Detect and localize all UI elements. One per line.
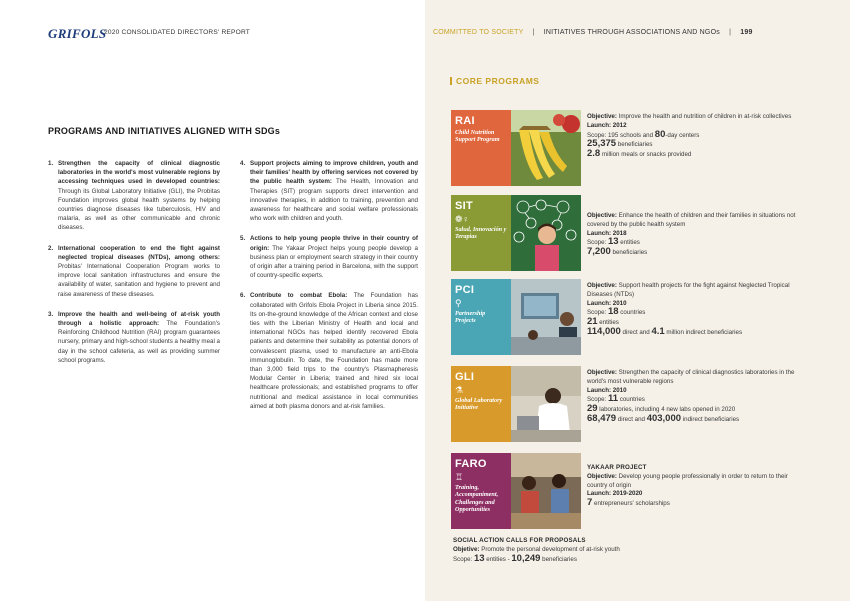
sdg-item-1 <box>48 159 220 233</box>
item-title: International cooperation to end the fight against neglected tropical diseases (NTDs), among others: <box>58 244 220 261</box>
program-code: FARO <box>455 458 487 470</box>
program-details-faro: YAKAAR PROJECT Objective: Develop young people professionally in order to return to their country of origin Launch: 2019-2020 7 entrepreneurs' scholarships <box>587 464 807 509</box>
sdg-item-5 <box>240 234 418 280</box>
item-text: The Health, Innovation and Therapies (SIT) program supports direct intervention and innovative therapies, in addition to training, prevention and awareness for healthcare and social welfare professionals who work with children and youth. <box>250 178 418 223</box>
program-faro <box>451 453 581 529</box>
program-code: SIT <box>455 200 474 212</box>
item-number: 3. <box>48 310 54 318</box>
program-details-sit: Objective: Enhance the health of children and their families in situations not covered by the public health system Launch: 2018 Scope: 13 entities 7,200 beneficiaries <box>587 212 796 258</box>
item-text: Through its Global Laboratory Initiative (GLI), the Probitas Foundation improves global health systems by helping countries diagnose diseases like tuberculosis, HIV and malaria, as well as other communicable and chronic diseases. <box>58 187 220 232</box>
header-section[interactable]: COMMITTED TO SOCIETY <box>433 29 524 36</box>
program-icon: ♖ <box>455 472 464 482</box>
yakaar-project-title: YAKAAR PROJECT <box>587 464 647 471</box>
item-number: 2. <box>48 244 54 252</box>
program-sit <box>451 195 581 271</box>
program-details-pci: Objective: Support health projects for the fight against Neglected Tropical Diseases (NTDs) Launch: 2010 Scope: 18 countries 21 entities 114,000 direct and 4.1 million indirect beneficiaries <box>587 282 790 337</box>
grifols-logo: GRIFOLS <box>48 26 107 41</box>
item-title: Actions to help young people thrive in their country of origin: <box>250 235 418 252</box>
program-name: Training, Accompaniment, Challenges and Opportunities <box>455 484 499 514</box>
program-code: GLI <box>455 371 475 383</box>
item-number: 1. <box>48 160 54 167</box>
left-column-1 <box>48 159 220 376</box>
item-number: 4. <box>240 160 246 167</box>
program-photo-meeting <box>511 279 581 355</box>
item-title: Strengthen the capacity of clinical diagnostic laboratories in the world's most vulnerable regions by accessing techniques used in developed countries: <box>58 160 220 186</box>
header-separator: | <box>532 29 535 36</box>
report-title: 2020 CONSOLIDATED DIRECTORS' REPORT <box>104 29 251 36</box>
left-column-2 <box>240 159 418 422</box>
program-tile <box>451 195 511 271</box>
item-number: 5. <box>240 235 246 243</box>
item-number: 6. <box>240 292 246 300</box>
program-details-rai: Objective: Improve the health and nutrition of children in at-risk collectives Launch: 2012 Scope: 195 schools and 80-day centers 25,375 beneficiaries 2.8 million meals or snacks provided <box>587 113 792 160</box>
program-rai <box>451 110 581 186</box>
page-number: 199 <box>740 29 753 36</box>
program-gli <box>451 366 581 442</box>
header-subsection[interactable]: INITIATIVES THROUGH ASSOCIATIONS AND NGOs <box>543 29 720 36</box>
heading-bar-icon <box>450 77 452 85</box>
program-photo-classroom <box>511 453 581 529</box>
section-heading: PROGRAMS AND INITIATIVES ALIGNED WITH SDGs <box>48 126 281 136</box>
program-tile <box>451 366 511 442</box>
item-text: The Foundation has collaborated with Grifols Ebola Project in Liberia since 2015. Its on-the-ground knowledge of the African context and close ties with the Liberian Ministry of Health and local and international NGOs has helped identify recovered Ebola patients and determine their suitability as potential donors of convalescent plasma, used to manufacture an anti-Ebola immunoglobulin. To date, the Foundation has made more than 3,000 field trips to the country's Plasmapheresis Modular Center in Liberia; trained and hired six local healthcare professionals; and established programs to offer nutritional and medical assistance in local communities aimed at both plasma donors and at-risk families. <box>250 292 418 410</box>
program-code: RAI <box>455 115 475 127</box>
core-programs-heading: CORE PROGRAMS <box>450 76 539 86</box>
header-separator: | <box>729 29 732 36</box>
item-title: Improve the health and well-being of at-risk youth through a holistic approach: <box>58 310 220 328</box>
program-photo-bananas <box>511 110 581 186</box>
program-icon: ⚲ <box>455 298 462 308</box>
item-text: The Foundation's Reinforcing Childhood Nutrition (RAI) program guarantees nursery, primary and high-school students a healthy meal a day in the school cafeteria, as well as providing summer school programs. <box>58 320 220 364</box>
program-photo-child <box>511 195 581 271</box>
program-tile <box>451 110 511 186</box>
social-action-title: SOCIAL ACTION CALLS FOR PROPOSALS <box>453 537 586 544</box>
program-tile <box>451 453 511 529</box>
program-tile <box>451 279 511 355</box>
program-photo-lab <box>511 366 581 442</box>
sdg-item-3 <box>48 310 220 365</box>
sdg-item-6 <box>240 291 418 411</box>
program-icon: ❁♀ <box>455 214 470 224</box>
program-name: Partnership Projects <box>455 310 486 325</box>
page-header-right <box>433 29 753 36</box>
item-text: The Yakaar Project helps young people develop a business plan or employment search strategy in their country of origin after a training period in Barcelona, with the support of country-specific experts. <box>250 244 418 280</box>
program-details-gli: Objective: Strengthen the capacity of clinical diagnostics laboratories in the world's most vulnerable regions Launch: 2010 Scope: 11 countries 29 laboratories, including 4 new labs opened in 2020 68,479 direct and 403,000 indirect beneficiaries <box>587 369 795 424</box>
program-name: Global Laboratory Initiative <box>455 397 503 412</box>
sdg-item-2 <box>48 244 220 299</box>
item-text: Probitas' International Cooperation Program works to improve local sanitation infrastructures and ensure the availability of water, sanitation and hygiene to prevent and raise awareness of these diseases. <box>58 263 220 298</box>
program-pci <box>451 279 581 355</box>
program-code: PCI <box>455 284 475 296</box>
program-name: Salud, Innovación y Terapias <box>455 226 507 241</box>
program-icon: ⚗ <box>455 385 464 395</box>
item-title: Support projects aiming to improve children, youth and their families' health by offering services not covered by the public health system: <box>250 160 418 186</box>
sdg-item-4 <box>240 159 418 223</box>
social-action-calls: SOCIAL ACTION CALLS FOR PROPOSALS Objetive: Promote the personal development of at-risk youth Scope: 13 entities - 10,249 beneficiaries <box>453 536 753 564</box>
item-title: Contribute to combat Ebola: <box>250 292 348 300</box>
program-name: Child Nutrition Support Program <box>455 129 500 144</box>
